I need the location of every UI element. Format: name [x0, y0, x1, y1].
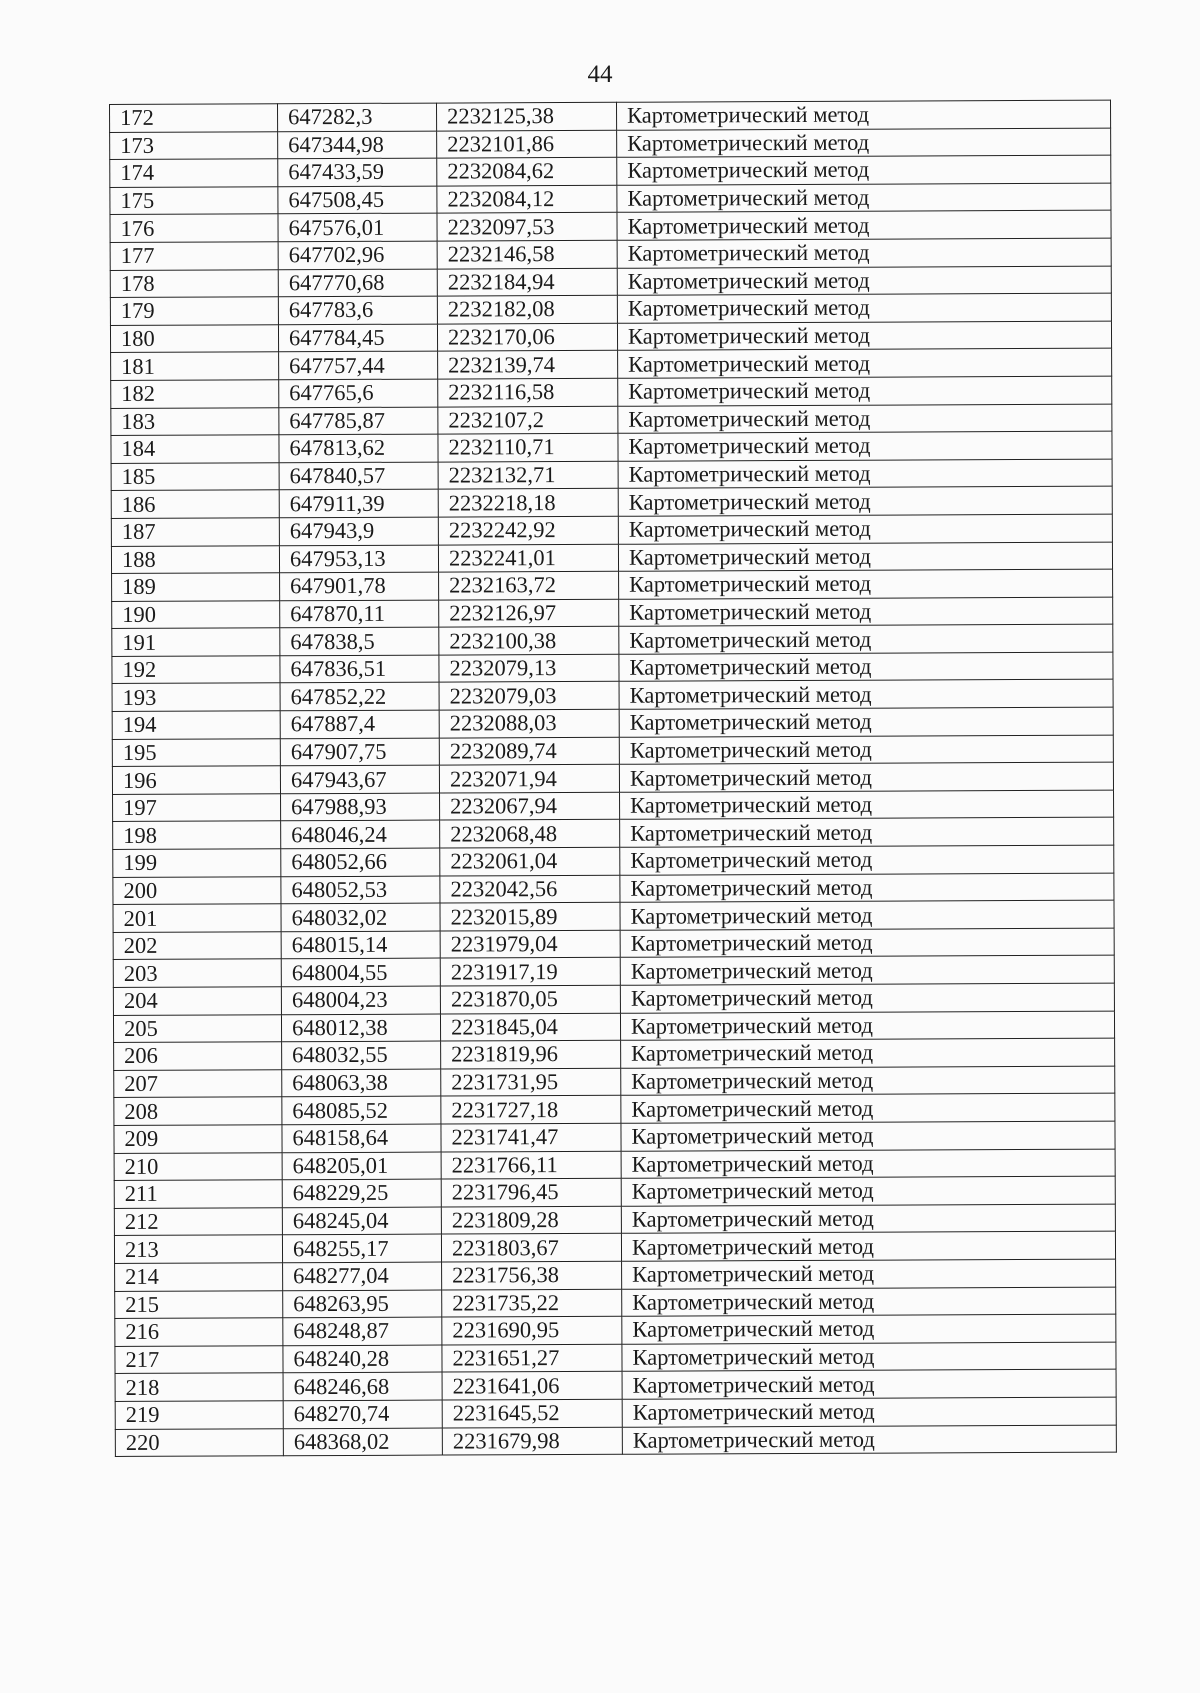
method-cell: Картометрический метод — [620, 873, 1114, 903]
x-coordinate-cell: 647784,45 — [278, 324, 437, 352]
method-cell: Картометрический метод — [621, 1176, 1115, 1206]
y-coordinate-cell: 2232184,94 — [437, 268, 617, 296]
table-row — [112, 707, 1113, 739]
table-row — [111, 542, 1112, 574]
point-number-cell: 210 — [114, 1152, 282, 1180]
y-coordinate-cell: 2232146,58 — [437, 240, 617, 268]
table-row — [110, 238, 1111, 270]
y-coordinate-cell: 2231803,67 — [441, 1234, 621, 1262]
y-coordinate-cell: 2231651,27 — [442, 1344, 622, 1372]
table-row — [113, 818, 1114, 850]
table-row — [114, 1121, 1115, 1153]
point-number-cell: 187 — [111, 518, 279, 546]
method-cell: Картометрический метод — [622, 1425, 1116, 1455]
method-cell: Картометрический метод — [621, 1231, 1115, 1261]
table-body — [110, 100, 1117, 1456]
point-number-cell: 189 — [112, 573, 280, 601]
point-number-cell: 192 — [112, 656, 280, 684]
method-cell: Картометрический метод — [617, 211, 1111, 241]
x-coordinate-cell: 648052,53 — [281, 876, 440, 904]
method-cell: Картометрический метод — [617, 128, 1111, 158]
method-cell: Картометрический метод — [622, 1314, 1116, 1344]
point-number-cell: 188 — [111, 545, 279, 573]
y-coordinate-cell: 2231979,04 — [440, 930, 620, 958]
y-coordinate-cell: 2232067,94 — [440, 792, 620, 820]
method-cell: Картометрический метод — [618, 376, 1112, 406]
y-coordinate-cell: 2232089,74 — [439, 737, 619, 765]
coordinates-table — [109, 100, 1117, 1457]
y-coordinate-cell: 2232126,97 — [439, 599, 619, 627]
method-cell: Картометрический метод — [621, 1121, 1115, 1151]
table-row — [111, 376, 1112, 408]
method-cell: Картометрический метод — [618, 404, 1112, 434]
table-row — [112, 652, 1113, 684]
x-coordinate-cell: 648248,87 — [283, 1317, 442, 1345]
method-cell: Картометрический метод — [617, 183, 1111, 213]
table-row — [110, 293, 1111, 325]
table-row — [114, 1066, 1115, 1098]
y-coordinate-cell: 2232042,56 — [440, 875, 620, 903]
x-coordinate-cell: 648004,55 — [281, 958, 440, 986]
x-coordinate-cell: 648277,04 — [283, 1262, 442, 1290]
x-coordinate-cell: 647836,51 — [280, 655, 439, 683]
point-number-cell: 185 — [111, 462, 279, 490]
x-coordinate-cell: 647911,39 — [279, 489, 438, 517]
point-number-cell: 194 — [112, 711, 280, 739]
x-coordinate-cell: 648246,68 — [283, 1372, 442, 1400]
x-coordinate-cell: 647702,96 — [278, 241, 437, 269]
y-coordinate-cell: 2231731,95 — [441, 1068, 621, 1096]
table-row — [111, 514, 1112, 546]
y-coordinate-cell: 2232116,58 — [438, 378, 618, 406]
x-coordinate-cell: 647852,22 — [280, 683, 439, 711]
y-coordinate-cell: 2231741,47 — [441, 1123, 621, 1151]
table-row — [113, 873, 1114, 905]
point-number-cell: 204 — [113, 987, 281, 1015]
point-number-cell: 209 — [114, 1125, 282, 1153]
y-coordinate-cell: 2232088,03 — [439, 709, 619, 737]
x-coordinate-cell: 648015,14 — [281, 931, 440, 959]
table-row — [112, 624, 1113, 656]
y-coordinate-cell: 2231641,06 — [442, 1372, 622, 1400]
method-cell: Картометрический метод — [617, 293, 1111, 323]
point-number-cell: 179 — [110, 297, 278, 325]
y-coordinate-cell: 2232084,12 — [437, 185, 617, 213]
table-row — [110, 211, 1111, 243]
y-coordinate-cell: 2232107,2 — [438, 406, 618, 434]
table-row — [114, 1038, 1115, 1070]
table-row — [110, 183, 1111, 215]
point-number-cell: 186 — [111, 490, 279, 518]
point-number-cell: 217 — [115, 1345, 283, 1373]
point-number-cell: 206 — [114, 1042, 282, 1070]
table-row — [115, 1259, 1116, 1291]
x-coordinate-cell: 647765,6 — [279, 379, 438, 407]
x-coordinate-cell: 648240,28 — [283, 1345, 442, 1373]
method-cell: Картометрический метод — [619, 569, 1113, 599]
point-number-cell: 199 — [113, 849, 281, 877]
x-coordinate-cell: 648012,38 — [281, 1014, 440, 1042]
table-row — [111, 348, 1112, 380]
y-coordinate-cell: 2232079,13 — [439, 654, 619, 682]
y-coordinate-cell: 2232182,08 — [437, 295, 617, 323]
method-cell: Картометрический метод — [620, 900, 1114, 930]
x-coordinate-cell: 647757,44 — [279, 351, 438, 379]
x-coordinate-cell: 647870,11 — [280, 600, 439, 628]
x-coordinate-cell: 648046,24 — [281, 821, 440, 849]
y-coordinate-cell: 2231735,22 — [442, 1289, 622, 1317]
method-cell: Картометрический метод — [617, 266, 1111, 296]
point-number-cell: 180 — [110, 325, 278, 353]
method-cell: Картометрический метод — [617, 321, 1111, 351]
method-cell: Картометрический метод — [620, 928, 1114, 958]
method-cell: Картометрический метод — [622, 1342, 1116, 1372]
y-coordinate-cell: 2232068,48 — [440, 820, 620, 848]
x-coordinate-cell: 648085,52 — [282, 1096, 441, 1124]
x-coordinate-cell: 647943,67 — [280, 765, 439, 793]
method-cell: Картометрический метод — [621, 1066, 1115, 1096]
table-row — [114, 1093, 1115, 1125]
y-coordinate-cell: 2232015,89 — [440, 902, 620, 930]
method-cell: Картометрический метод — [619, 707, 1113, 737]
method-cell: Картометрический метод — [618, 486, 1112, 516]
x-coordinate-cell: 647282,3 — [278, 103, 437, 131]
x-coordinate-cell: 647783,6 — [278, 296, 437, 324]
method-cell: Картометрический метод — [619, 735, 1113, 765]
method-cell: Картометрический метод — [618, 431, 1112, 461]
x-coordinate-cell: 647433,59 — [278, 158, 437, 186]
y-coordinate-cell: 2231917,19 — [440, 958, 620, 986]
table-row — [115, 1425, 1116, 1457]
method-cell: Картометрический метод — [618, 459, 1112, 489]
y-coordinate-cell: 2231845,04 — [440, 1013, 620, 1041]
method-cell: Картометрический метод — [622, 1259, 1116, 1289]
point-number-cell: 175 — [110, 187, 278, 215]
table-row — [113, 928, 1114, 960]
point-number-cell: 182 — [111, 380, 279, 408]
method-cell: Картометрический метод — [620, 1011, 1114, 1041]
x-coordinate-cell: 648052,66 — [281, 848, 440, 876]
method-cell: Картометрический метод — [619, 762, 1113, 792]
method-cell: Картометрический метод — [618, 514, 1112, 544]
point-number-cell: 197 — [113, 794, 281, 822]
method-cell: Картометрический метод — [622, 1287, 1116, 1317]
y-coordinate-cell: 2232110,71 — [438, 433, 618, 461]
table-row — [115, 1397, 1116, 1429]
point-number-cell: 177 — [110, 242, 278, 270]
y-coordinate-cell: 2232241,01 — [438, 544, 618, 572]
method-cell: Картометрический метод — [619, 680, 1113, 710]
table-row — [113, 845, 1114, 877]
table-row — [111, 431, 1112, 463]
x-coordinate-cell: 648004,23 — [281, 986, 440, 1014]
method-cell: Картометрический метод — [622, 1369, 1116, 1399]
y-coordinate-cell: 2231756,38 — [442, 1261, 622, 1289]
x-coordinate-cell: 647838,5 — [280, 627, 439, 655]
x-coordinate-cell: 647988,93 — [281, 793, 440, 821]
table-row — [114, 1149, 1115, 1181]
point-number-cell: 215 — [115, 1290, 283, 1318]
table-row — [113, 983, 1114, 1015]
point-number-cell: 176 — [110, 214, 278, 242]
table-row — [111, 404, 1112, 436]
table-row — [112, 762, 1113, 794]
point-number-cell: 184 — [111, 435, 279, 463]
y-coordinate-cell: 2232139,74 — [438, 351, 618, 379]
point-number-cell: 212 — [114, 1208, 282, 1236]
point-number-cell: 196 — [112, 766, 280, 794]
x-coordinate-cell: 647901,78 — [280, 572, 439, 600]
table-row — [113, 1011, 1114, 1043]
table-row — [110, 321, 1111, 353]
point-number-cell: 191 — [112, 628, 280, 656]
point-number-cell: 172 — [110, 104, 278, 132]
method-cell: Картометрический метод — [621, 1204, 1115, 1234]
table-row — [112, 680, 1113, 712]
table-row — [110, 266, 1111, 298]
x-coordinate-cell: 648063,38 — [282, 1069, 441, 1097]
table-row — [111, 486, 1112, 518]
y-coordinate-cell: 2232079,03 — [439, 682, 619, 710]
method-cell: Картометрический метод — [619, 652, 1113, 682]
point-number-cell: 200 — [113, 876, 281, 904]
method-cell: Картометрический метод — [619, 624, 1113, 654]
method-cell: Картометрический метод — [617, 155, 1111, 185]
point-number-cell: 219 — [115, 1401, 283, 1429]
table-row — [112, 569, 1113, 601]
x-coordinate-cell: 647840,57 — [279, 462, 438, 490]
point-number-cell: 213 — [114, 1235, 282, 1263]
y-coordinate-cell: 2232084,62 — [437, 157, 617, 185]
y-coordinate-cell: 2232061,04 — [440, 847, 620, 875]
y-coordinate-cell: 2231796,45 — [441, 1178, 621, 1206]
table-row — [112, 597, 1113, 629]
method-cell: Картометрический метод — [621, 1038, 1115, 1068]
x-coordinate-cell: 648032,02 — [281, 903, 440, 931]
point-number-cell: 202 — [113, 932, 281, 960]
y-coordinate-cell: 2232163,72 — [439, 571, 619, 599]
point-number-cell: 201 — [113, 904, 281, 932]
point-number-cell: 190 — [112, 600, 280, 628]
y-coordinate-cell: 2231766,11 — [441, 1151, 621, 1179]
y-coordinate-cell: 2231690,95 — [442, 1316, 622, 1344]
x-coordinate-cell: 647813,62 — [279, 434, 438, 462]
table-row — [114, 1231, 1115, 1263]
y-coordinate-cell: 2231809,28 — [441, 1206, 621, 1234]
table-row — [110, 128, 1111, 160]
y-coordinate-cell: 2231727,18 — [441, 1096, 621, 1124]
y-coordinate-cell: 2231645,52 — [442, 1399, 622, 1427]
method-cell: Картометрический метод — [620, 845, 1114, 875]
point-number-cell: 173 — [110, 131, 278, 159]
x-coordinate-cell: 648032,55 — [282, 1041, 441, 1069]
table-row — [115, 1314, 1116, 1346]
x-coordinate-cell: 647907,75 — [280, 738, 439, 766]
method-cell: Картометрический метод — [620, 790, 1114, 820]
x-coordinate-cell: 647887,4 — [280, 710, 439, 738]
x-coordinate-cell: 648158,64 — [282, 1124, 441, 1152]
method-cell: Картометрический метод — [620, 818, 1114, 848]
y-coordinate-cell: 2232170,06 — [437, 323, 617, 351]
table-row — [113, 956, 1114, 988]
y-coordinate-cell: 2232097,53 — [437, 213, 617, 241]
x-coordinate-cell: 647943,9 — [279, 517, 438, 545]
point-number-cell: 174 — [110, 159, 278, 187]
x-coordinate-cell: 648270,74 — [283, 1400, 442, 1428]
y-coordinate-cell: 2231679,98 — [442, 1427, 622, 1455]
x-coordinate-cell: 647770,68 — [278, 269, 437, 297]
y-coordinate-cell: 2232125,38 — [436, 102, 616, 130]
method-cell: Картометрический метод — [622, 1397, 1116, 1427]
y-coordinate-cell: 2232132,71 — [438, 461, 618, 489]
point-number-cell: 214 — [115, 1263, 283, 1291]
table-row — [110, 100, 1111, 132]
x-coordinate-cell: 648229,25 — [282, 1179, 441, 1207]
point-number-cell: 216 — [115, 1318, 283, 1346]
x-coordinate-cell: 647344,98 — [278, 131, 437, 159]
method-cell: Картометрический метод — [620, 956, 1114, 986]
table-row — [113, 790, 1114, 822]
method-cell: Картометрический метод — [616, 100, 1110, 130]
x-coordinate-cell: 647508,45 — [278, 186, 437, 214]
table-row — [110, 155, 1111, 187]
table-row — [114, 1204, 1115, 1236]
x-coordinate-cell: 647576,01 — [278, 213, 437, 241]
point-number-cell: 203 — [113, 959, 281, 987]
method-cell: Картометрический метод — [617, 238, 1111, 268]
table-row — [111, 459, 1112, 491]
y-coordinate-cell: 2231870,05 — [440, 985, 620, 1013]
point-number-cell: 208 — [114, 1097, 282, 1125]
x-coordinate-cell: 648255,17 — [282, 1234, 441, 1262]
table-row — [113, 900, 1114, 932]
page-number: 44 — [587, 61, 613, 88]
table-row — [112, 735, 1113, 767]
method-cell: Картометрический метод — [621, 1093, 1115, 1123]
y-coordinate-cell: 2232101,86 — [437, 130, 617, 158]
point-number-cell: 207 — [114, 1070, 282, 1098]
point-number-cell: 195 — [112, 738, 280, 766]
table-row — [114, 1176, 1115, 1208]
point-number-cell: 205 — [113, 1014, 281, 1042]
method-cell: Картометрический метод — [618, 542, 1112, 572]
y-coordinate-cell: 2232242,92 — [438, 516, 618, 544]
table-row — [115, 1342, 1116, 1374]
point-number-cell: 218 — [115, 1373, 283, 1401]
point-number-cell: 183 — [111, 407, 279, 435]
y-coordinate-cell: 2232218,18 — [438, 489, 618, 517]
table-row — [115, 1287, 1116, 1319]
x-coordinate-cell: 648205,01 — [282, 1152, 441, 1180]
y-coordinate-cell: 2232100,38 — [439, 627, 619, 655]
table-row — [115, 1369, 1116, 1401]
x-coordinate-cell: 647953,13 — [279, 545, 438, 573]
point-number-cell: 181 — [111, 352, 279, 380]
x-coordinate-cell: 648263,95 — [283, 1290, 442, 1318]
method-cell: Картометрический метод — [619, 597, 1113, 627]
method-cell: Картометрический метод — [618, 348, 1112, 378]
point-number-cell: 193 — [112, 683, 280, 711]
point-number-cell: 198 — [113, 821, 281, 849]
x-coordinate-cell: 648245,04 — [282, 1207, 441, 1235]
point-number-cell: 211 — [114, 1180, 282, 1208]
point-number-cell: 178 — [110, 269, 278, 297]
x-coordinate-cell: 648368,02 — [283, 1428, 442, 1456]
y-coordinate-cell: 2231819,96 — [441, 1040, 621, 1068]
method-cell: Картометрический метод — [621, 1149, 1115, 1179]
y-coordinate-cell: 2232071,94 — [439, 765, 619, 793]
x-coordinate-cell: 647785,87 — [279, 407, 438, 435]
point-number-cell: 220 — [115, 1428, 283, 1456]
method-cell: Картометрический метод — [620, 983, 1114, 1013]
